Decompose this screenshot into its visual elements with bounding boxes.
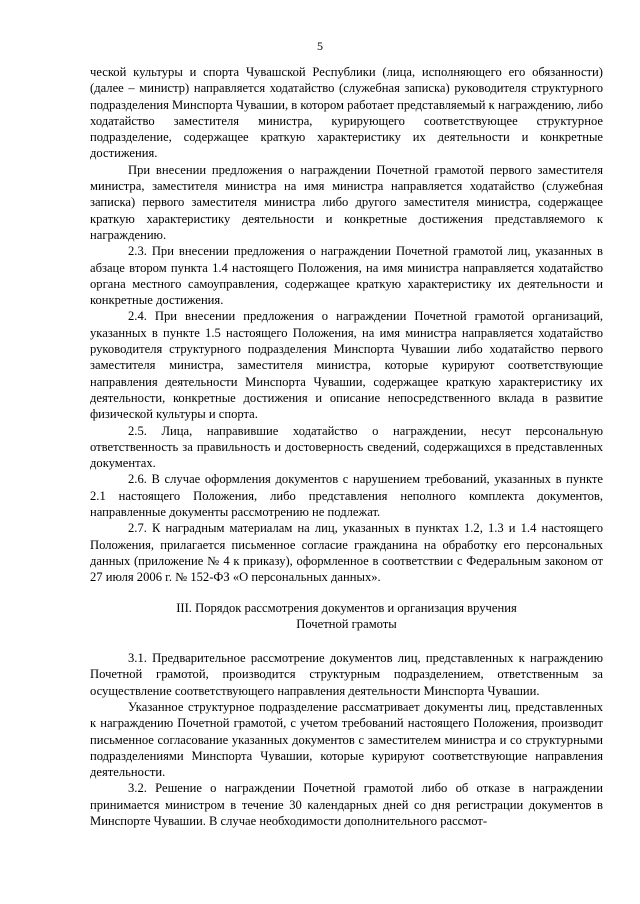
paragraph-2-6: 2.6. В случае оформления документов с нарушением требований, указанных в пункте 2.1 настоящего Положения, либо представления неполного комплекта документов, направленные документы рассмотрению не подлежат. [90,472,603,520]
paragraph-3-1: 3.1. Предварительное рассмотрение документов лиц, представленных к награждению Почетной грамотой, производится структурным подразделением, ответственным за осуществление соответствующего направления деятельности Минспорта Чувашии. [90,651,603,698]
paragraph-first-deputy: При внесении предложения о награждении Почетной грамотой первого заместителя министра, заместителя министра на имя министра направляется ходатайство (служебная записка) первого заместителя министра либо другого заместителя министра, содержащее краткую характеристику деятельности и конкретные достижения представляемого к награждению. [90,162,603,242]
paragraph-2-4: 2.4. При внесении предложения о награждении Почетной грамотой организаций, указанных в пункте 1.5 настоящего Положения, на имя министра направляется ходатайство руководителя структурного подразделения Минспорта Чувашии либо ходатайство первого заместителя министра, заместителя министра, которые курируют соответствующие направления деятельности Минспорта Чувашии, содержащее краткую характеристику их деятельности, конкретные достижения и описание непосредственного вклада в развитие физической культуры и спорта. [90,309,603,422]
paragraph-3-2: 3.2. Решение о награждении Почетной грамотой либо об отказе в награждении принимается министром в течение 30 календарных дней со дня регистрации документов в Минспорте Чувашии. В случае необходимости дополнительного рассмот- [90,781,603,829]
paragraph-2-7: 2.7. К наградным материалам на лиц, указанных в пунктах 1.2, 1.3 и 1.4 настоящего Положения, прилагается письменное согласие гражданина на обработку его персональных данных (приложение № 4 к приказу), оформленное в соответствии с Федеральным законом от 27 июля 2006 г. № 152-ФЗ «О персональных данных». [90,521,603,585]
paragraph-structural-unit: Указанное структурное подразделение рассматривает документы лиц, представленных к награждению Почетной грамотой, с учетом требований настоящего Положения, производит письменное согласование указанных документов с заместителем министра и со структурными подразделениями Минспорта Чувашии, которые курируют соответствующие направления деятельности. [90,699,603,780]
paragraph-2-3: 2.3. При внесении предложения о награждении Почетной грамотой лиц, указанных в абзаце втором пункта 1.4 настоящего Положения, на имя министра направляется ходатайство органа местного самоуправления, содержащее краткую характеристику их деятельности и конкретные достижения. [90,244,603,308]
document-body [90,64,603,829]
section-heading [90,600,603,633]
page-number: 5 [317,39,323,53]
paragraph-continuation: ческой культуры и спорта Чувашской Республики (лица, исполняющего его обязанности) (далее – министр) направляется ходатайство (служебная записка) руководителя структурного подразделения Минспорта Чувашии, в котором работает представляемый к награждению, либо ходатайство заместителя министра, курирующего соответствующее структурное подразделение, содержащее краткую характеристику их деятельности и конкретные достижения. [90,65,603,161]
section-heading-line-1: III. Порядок рассмотрения документов и организация вручения [176,600,517,615]
paragraph-2-5: 2.5. Лица, направившие ходатайство о награждении, несут персональную ответственность за правильность и достоверность сведений, содержащихся в представленных документах. [90,423,603,471]
section-heading-line-2: Почетной грамоты [296,616,397,631]
